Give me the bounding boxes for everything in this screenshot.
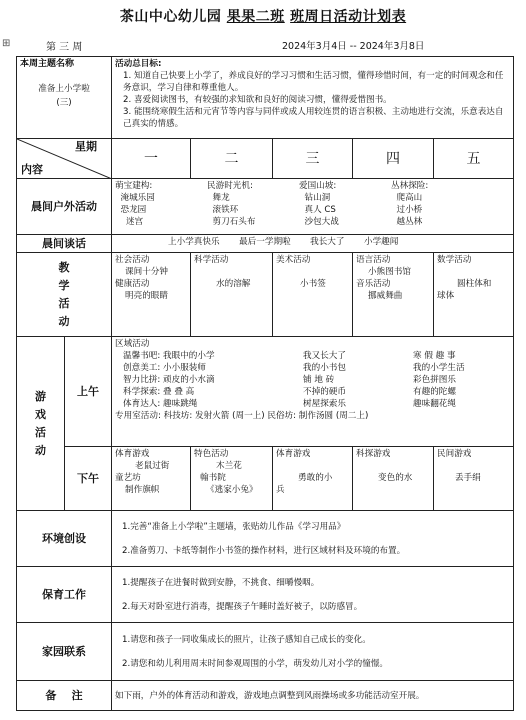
morning-talk-cell	[112, 235, 514, 253]
pm-fri: 民间游戏 丢手绢	[434, 447, 514, 511]
goal-item: 2. 喜爱阅读图书，有较强的求知欲和良好的阅读习惯，懂得爱惜图书。	[123, 95, 392, 105]
area-row: 科学探索: 叠 叠 高 不掉的硬币 有趣的陀螺	[123, 387, 456, 397]
day-tue: 二	[191, 139, 273, 179]
care-item: 2.每天对卧室进行消毒，提醒孩子午睡时盖好被子，以防感冒。	[122, 601, 363, 612]
area-row: 创意美工: 小小服装师 我的小书包 我的小学生活	[123, 363, 465, 373]
title-prefix: 茶山中心幼儿园	[119, 9, 222, 25]
day-thu: 四	[353, 139, 434, 179]
day-wed: 三	[273, 139, 353, 179]
teaching-wed: 美术活动 小书签	[273, 253, 353, 337]
environment-cell	[112, 511, 514, 567]
game-am-cell	[112, 337, 514, 447]
goal-item: 3. 能围绕寒假生活和元宵节等内容与同伴或成人用较连贯的语言积极、主动地进行交流，乐意表达自己真实的情感。	[123, 107, 504, 129]
game-am-label: 上午	[65, 337, 112, 447]
goals-label: 活动总目标:	[115, 59, 162, 69]
theme-name: 准备上小学啦 (三)	[38, 84, 90, 108]
pm-wed: 体育游戏 勇敢的小 兵	[273, 447, 353, 511]
area-row: 温馨书吧: 我眼中的小学 我又长大了 寒 假 趣 事	[123, 351, 456, 361]
home-item: 2.请您和幼儿利用周末时间参观周围的小学，萌发幼儿对小学的憧憬。	[122, 658, 389, 669]
environment-item: 1.完善“准备上小学啦”主题墙，张贴幼儿作品《学习用品》	[122, 521, 346, 532]
header-xingqi: 星期	[75, 140, 98, 153]
area-row: 智力比拼: 顽皮的小水滴 铺 地 砖 彩色拼图乐	[123, 375, 456, 385]
environment-item: 2.准备剪刀、卡纸等制作小书签的操作材料，进行区域材料及环境的布置。	[122, 545, 406, 556]
remarks-cell: 如下雨，户外的体育活动和游戏，游戏地点调整到风雨操场或多功能活动室开展。	[112, 681, 514, 711]
area-row: 体育达人: 趣味跳绳 树屋探索乐 趣味翻花绳	[123, 399, 456, 409]
care-item: 1.提醒孩子在进餐时做到安静，不挑食、细嚼慢咽。	[122, 577, 320, 588]
home-cell	[112, 623, 514, 681]
week-label: 第 三 周	[46, 42, 83, 53]
outdoor-row: 恐龙园 滚铁环 真人 CS 过小桥	[115, 205, 423, 215]
theme-label: 本周主题名称	[20, 59, 75, 69]
goal-item: 1. 知道自己快要上小学了，养成良好的学习习惯和生活习惯，懂得珍惜时间，有一定的时间观念和任务意识，学习自律和尊重他人。	[123, 71, 504, 93]
home-label: 家园联系	[17, 623, 112, 681]
talk-item: 我长大了	[310, 237, 345, 247]
special-room: 专用室活动: 科技坊: 发射火箭 (周一上) 民俗坊: 制作汤圆 (周二上)	[115, 411, 369, 421]
environment-label: 环境创设	[17, 511, 112, 567]
outdoor-row: 淹城乐园 舞龙 钻山洞 爬高山	[115, 193, 423, 203]
outdoor-label: 晨间户外活动	[17, 179, 112, 235]
title-suffix: 班周日活动计划表	[290, 9, 407, 25]
talk-item: 最后一学期啦	[239, 237, 291, 247]
plan-table	[16, 56, 514, 711]
teaching-thu: 语言活动 小熊图书馆 音乐活动 挪威舞曲	[353, 253, 434, 337]
date-range: 2024年3月4日 -- 2024年3月8日	[282, 41, 425, 52]
page-title	[0, 6, 526, 26]
area-title: 区域活动	[115, 339, 150, 349]
margin-marker-icon: ⊞	[2, 38, 11, 49]
care-cell	[112, 567, 514, 623]
outdoor-row: 迷宫 剪刀石头布 沙包大战 越丛林	[115, 217, 423, 227]
pm-mon: 体育游戏 老鼠过街 童艺坊 制作旗帜	[112, 447, 191, 511]
title-class: 果果二班	[226, 9, 285, 25]
morning-talk-label: 晨间谈话	[17, 235, 112, 253]
pm-tue: 特色活动 木兰花 翰书院 《逃家小兔》	[191, 447, 273, 511]
outdoor-row: 萌宝建构: 民游时光机: 爱国山坡: 丛林探险:	[115, 181, 429, 191]
teaching-mon: 社会活动 课间十分钟 健康活动 明亮的眼睛	[112, 253, 191, 337]
day-fri: 五	[434, 139, 514, 179]
home-item: 1.请您和孩子一同收集成长的照片，让孩子感知自己成长的变化。	[122, 634, 371, 645]
pm-thu: 科探游戏 变色的水	[353, 447, 434, 511]
teaching-tue: 科学活动 水的溶解	[191, 253, 273, 337]
talk-item: 小学趣闻	[363, 237, 399, 247]
outdoor-cell	[112, 179, 514, 235]
remarks-label: 备 注	[17, 681, 112, 711]
goals-cell	[112, 57, 514, 139]
day-mon: 一	[112, 139, 191, 179]
teaching-fri: 数学活动 圆柱体和 球体	[434, 253, 514, 337]
game-label: 游 戏 活 动	[17, 337, 65, 511]
header-neirong: 内容	[21, 163, 43, 176]
header-diagonal-cell	[17, 139, 112, 179]
game-pm-label: 下午	[65, 447, 112, 511]
theme-cell	[17, 57, 112, 139]
teaching-label: 教 学 活 动	[17, 253, 112, 337]
talk-item: 上小学真快乐	[168, 237, 220, 247]
care-label: 保育工作	[17, 567, 112, 623]
